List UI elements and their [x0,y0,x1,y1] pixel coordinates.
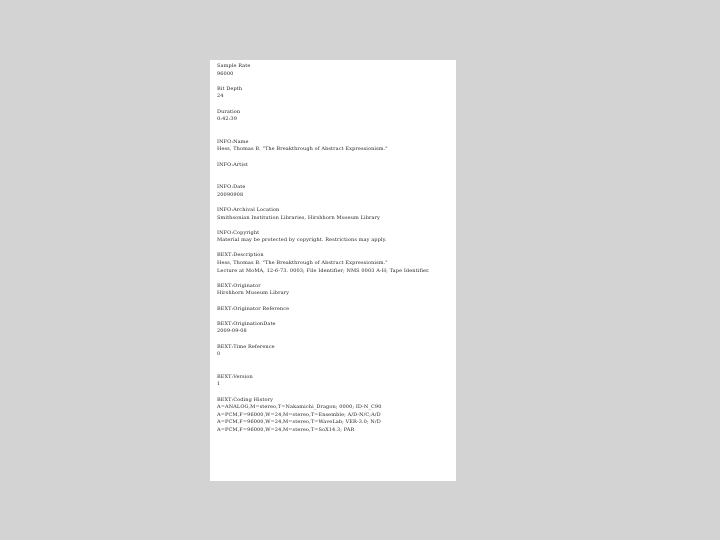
entry-value: 1 [217,381,221,388]
entry-value-line-3: A=PCM,F=96000,W=24,M=stereo,T=WaveLab; VER-3.0; N/D [217,419,381,426]
entry-value: 96000 [217,70,234,77]
entry-value: 20090908 [217,191,244,198]
entry-info-date [217,184,453,199]
metadata-list [217,63,453,442]
entry-label: BEXT:Originator Reference [217,305,290,312]
entry-bext-originator [217,283,453,298]
entry-bext-originator-reference [217,306,453,314]
entry-value: 0:42:39 [217,116,237,123]
entry-label: INFO:Copyright [217,229,260,236]
document-page [210,60,456,481]
entry-value-line-2: A=PCM,F=96000,W=24,M=stereo,T=Ensemble; A/D-N/C;A/D [217,411,381,418]
entry-bext-version [217,374,453,389]
entry-label: BEXT:Version [217,373,253,380]
entry-value: Material may be protected by copyright. Restrictions may apply. [217,237,387,244]
entry-value: 0 [217,351,221,358]
entry-label: INFO:Date [217,184,246,191]
entry-value: 24 [217,93,224,100]
entry-label: Bit Depth [217,85,243,92]
entry-value-line-4: A=PCM,F=96000,W=24,M=stereo,T=SoX14.3; PAR [217,426,355,433]
entry-bext-time-reference [217,344,453,359]
entry-value-line-2: Lecture at MoMA, 12-6-73. 0003; File Identifier; NMS 0003 A-H; Tape Identifier. [217,267,430,274]
entry-info-artist [217,162,453,170]
entry-value: Smithsonian Institution Libraries, Hirshhorn Museum Library [217,214,380,221]
entry-label: BEXT:Originator [217,282,261,289]
entry-label: INFO:Artist [217,161,248,168]
entry-duration [217,109,453,124]
entry-bext-coding-history [217,397,453,435]
entry-bext-origination-date [217,321,453,336]
entry-label: BEXT:Coding History [217,396,274,403]
entry-value: Hess, Thomas B. "The Breakthrough of Abstract Expressionism." [217,260,388,267]
entry-sample-rate [217,63,453,78]
entry-info-archival-location [217,207,453,222]
entry-label: BEXT:Time Reference [217,343,275,350]
entry-label: BEXT:OriginationDate [217,320,276,327]
entry-info-name [217,139,453,154]
entry-label: Sample Rate [217,63,251,69]
entry-label: INFO:Archival Location [217,206,280,213]
entry-value: 2009-09-08 [217,328,247,335]
entry-value: A=ANALOG,M=stereo,T=Nakamichi_Dragon; 0000; ID-N_C90 [217,404,382,411]
entry-value: Hirshhorn Museum Library [217,290,290,297]
entry-label: Duration [217,108,241,115]
entry-bit-depth [217,86,453,101]
entry-info-copyright [217,230,453,245]
entry-value: Hess, Thomas B. "The Breakthrough of Abstract Expressionism." [217,146,388,153]
entry-label: INFO:Name [217,138,249,145]
entry-bext-description [217,252,453,275]
entry-label: BEXT:Description [217,252,264,259]
